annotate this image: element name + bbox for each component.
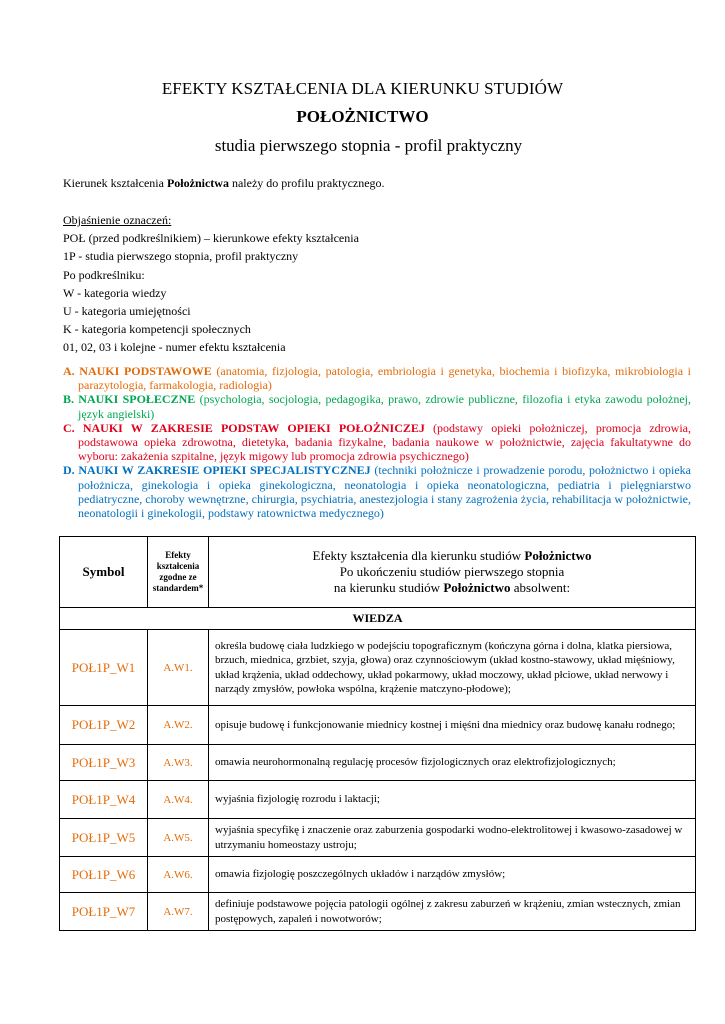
table-row bbox=[60, 706, 696, 745]
outcome-description: omawia fizjologię poszczególnych układów i narządów zmysłów; bbox=[209, 857, 696, 893]
outcome-description: określa budowę ciała ludzkiego w podejściu topograficznym (kończyna górna i dolna, klatka piersiowa, brzuch, miednica, grzbiet, szyja, głowa) oraz czynnościowym (układ kostno-stawowy, układ mięśniowy, układ krążenia, układ oddechowy, układ pokarmowy, układ moczowy, układ płciowe, układ nerwowy i narządy zmysłów, powłoka wspólna, krążenie matczyno-płodowe); bbox=[209, 630, 696, 706]
table-row bbox=[60, 893, 696, 931]
legend bbox=[63, 211, 359, 357]
outcome-code: POŁ1P_W4 bbox=[60, 781, 148, 819]
standard-ref: A.W3. bbox=[148, 745, 209, 781]
legend-line: U - kategoria umiejętności bbox=[63, 304, 191, 319]
outcome-code: POŁ1P_W6 bbox=[60, 857, 148, 893]
standard-ref: A.W2. bbox=[148, 706, 209, 745]
outcome-description: definiuje podstawowe pojęcia patologii ogólnej z zakresu zaburzeń w krążeniu, zmian wstecznych, zmian postępowych, zapaleń i nowotworów; bbox=[209, 893, 696, 931]
study-level-subtitle: studia pierwszego stopnia - profil praktyczny bbox=[214, 136, 523, 155]
outcome-description: wyjaśnia specyfikę i znaczenie oraz zaburzenia gospodarki wodno-elektrolitowej i kwasowo-zasadowej w utrzymaniu homeostazy ustroju; bbox=[209, 819, 696, 857]
table-row bbox=[60, 857, 696, 893]
intro-paragraph: Kierunek kształcenia Położnictwa należy do profilu praktycznego. bbox=[63, 176, 385, 190]
table-row bbox=[60, 745, 696, 781]
legend-line: POŁ (przed podkreślnikiem) – kierunkowe efekty kształcenia bbox=[63, 231, 359, 246]
legend-line: 01, 02, 03 i kolejne - numer efektu kształcenia bbox=[63, 340, 286, 355]
learning-outcomes-table bbox=[59, 536, 696, 931]
symbol-column-header: Symbol bbox=[60, 537, 148, 608]
outcome-description: wyjaśnia fizjologię rozrodu i laktacji; bbox=[209, 781, 696, 819]
standard-ref: A.W1. bbox=[148, 630, 209, 706]
area-b: B. NAUKI SPOŁECZNE (psychologia, socjologia, pedagogika, prawo, zdrowie publiczne, filozofia i etyka zawodu położnej, język angielski) bbox=[63, 392, 691, 421]
outcome-code: POŁ1P_W1 bbox=[60, 630, 148, 706]
standard-ref: A.W5. bbox=[148, 819, 209, 857]
legend-line: 1P - studia pierwszego stopnia, profil praktyczny bbox=[63, 249, 299, 264]
legend-title: Objaśnienie oznaczeń: bbox=[63, 213, 172, 227]
outcome-code: POŁ1P_W3 bbox=[60, 745, 148, 781]
outcome-description: opisuje budowę i funkcjonowanie miednicy kostnej i mięśni dna miednicy oraz budowę kanału rodnego; bbox=[209, 706, 696, 745]
standard-ref: A.W6. bbox=[148, 857, 209, 893]
standard-ref: A.W7. bbox=[148, 893, 209, 931]
legend-line: W - kategoria wiedzy bbox=[63, 285, 167, 300]
area-c: C. NAUKI W ZAKRESIE PODSTAW OPIEKI POŁOŻNICZEJ (podstawy opieki położniczej, promocja zdrowia, podstawowa opieka zdrowotna, dietetyka, badania fizykalne, badania naukowe w położnictwie, zajęcia fakultatywne do wyboru: zakażenia szpitalne, język migowy lub promocja zdrowia psychicznego) bbox=[63, 420, 691, 464]
science-areas bbox=[63, 364, 691, 520]
legend-line: K - kategoria kompetencji społecznych bbox=[63, 322, 251, 337]
standard-column-header: Efekty kształcenia zgodne ze standardem* bbox=[148, 537, 209, 608]
section-wiedza: WIEDZA bbox=[60, 608, 696, 630]
standard-ref: A.W4. bbox=[148, 781, 209, 819]
outcome-code: POŁ1P_W2 bbox=[60, 706, 148, 745]
effects-column-header: Efekty kształcenia dla kierunku studiów Położnictwo Po ukończeniu studiów pierwszego stopnia na kierunku studiów Położnictwo absolwent: bbox=[209, 537, 696, 608]
area-d: D. NAUKI W ZAKRESIE OPIEKI SPECJALISTYCZNEJ (techniki położnicze i prowadzenie porodu, położnictwo i opieka położnicza, ginekologia i opieka ginekologiczna, neonatologia i opieka neonatologiczna, pediatria i pielęgniarstwo pediatryczne, choroby wewnętrzne, chirurgia, psychiatria, anestezjologia i stany zagrożenia życia, rehabilitacja w położnictwie, neonatologii i ginekologii, podstawy ratownictwa medycznego) bbox=[63, 463, 691, 521]
outcome-description: omawia neurohormonalną regulację procesów fizjologicznych oraz elektrofizjologicznych; bbox=[209, 745, 696, 781]
document-header bbox=[0, 78, 725, 157]
outcome-code: POŁ1P_W5 bbox=[60, 819, 148, 857]
table-header-row bbox=[60, 537, 696, 608]
table-row bbox=[60, 781, 696, 819]
section-row bbox=[60, 608, 696, 630]
field-of-study-title: POŁOŻNICTWO bbox=[296, 107, 429, 126]
outcome-code: POŁ1P_W7 bbox=[60, 893, 148, 931]
document-title: EFEKTY KSZTAŁCENIA DLA KIERUNKU STUDIÓW bbox=[161, 79, 564, 98]
table-row bbox=[60, 630, 696, 706]
legend-line: Po podkreślniku: bbox=[63, 267, 145, 282]
table-row bbox=[60, 819, 696, 857]
area-a: A. NAUKI PODSTAWOWE (anatomia, fizjologia, patologia, embriologia i genetyka, biochemia i biofizyka, mikrobiologia i parazytologia, farmakologia, radiologia) bbox=[63, 364, 691, 393]
